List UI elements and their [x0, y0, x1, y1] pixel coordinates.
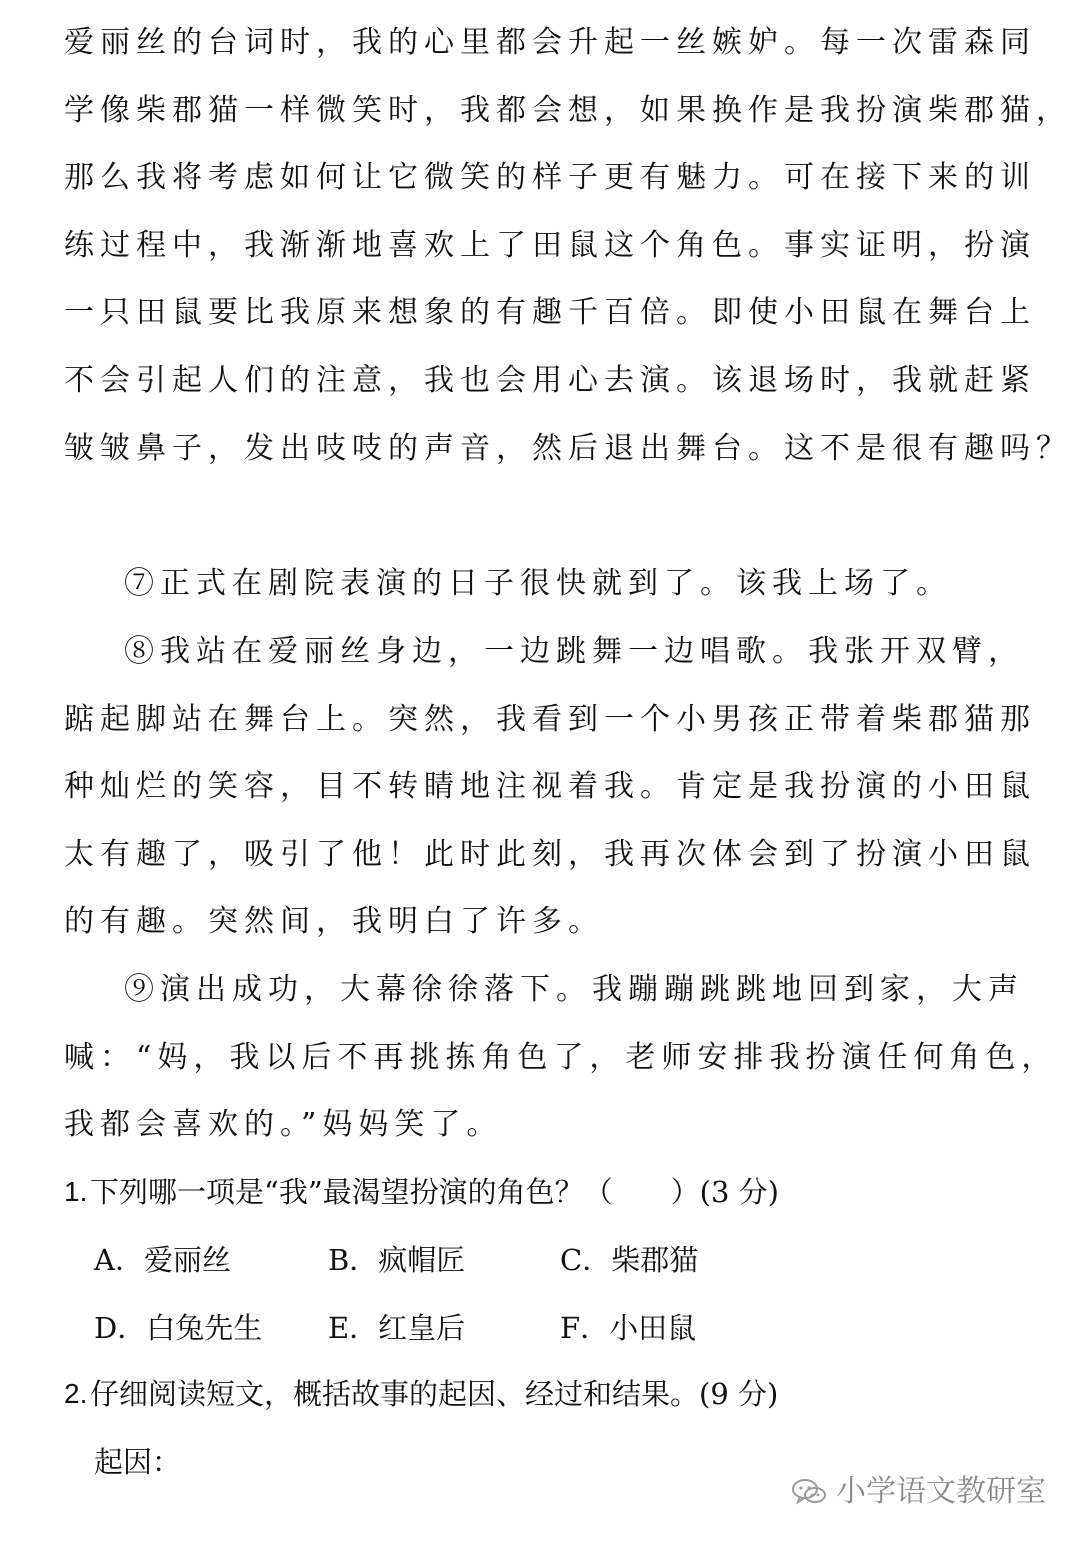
wechat-icon	[790, 1477, 828, 1507]
passage-line: 爱丽丝的台词时，我的心里都会升起一丝嫉妒。每一次雷森同	[64, 25, 1036, 60]
question-number: 1.	[64, 1176, 88, 1207]
passage-line: 种灿烂的笑容，目不转睛地注视着我。肯定是我扮演的小田鼠	[64, 769, 1036, 804]
passage-line: 不会引起人们的注意，我也会用心去演。该退场时，我就赶紧	[64, 363, 1036, 398]
passage-line: 练过程中，我渐渐地喜欢上了田鼠这个角色。事实证明，扮演	[64, 228, 1036, 263]
passage-line: 那么我将考虑如何让它微笑的样子更有魅力。可在接下来的训	[64, 160, 1036, 195]
passage-line: 学像柴郡猫一样微笑时，我都会想，如果换作是我扮演柴郡猫，	[64, 93, 1072, 128]
passage-line: 一只田鼠要比我原来想象的有趣千百倍。即使小田鼠在舞台上	[64, 295, 1036, 330]
watermark	[790, 1472, 1046, 1512]
passage-line: 的有趣。突然间，我明白了许多。	[64, 904, 604, 939]
passage-paragraph-9: ⑨演出成功，大幕徐徐落下。我蹦蹦跳跳地回到家，大声	[124, 972, 1024, 1007]
passage-line: 皱皱鼻子，发出吱吱的声音，然后退出舞台。这不是很有趣吗？	[64, 431, 1072, 466]
passage-line: 踮起脚站在舞台上。突然，我看到一个小男孩正带着柴郡猫那	[64, 702, 1036, 737]
answer-option[interactable]: E．红皇后	[328, 1311, 466, 1345]
question-text: 下列哪一项是“我”最渴望扮演的角色？（ ）(3 分)	[90, 1175, 779, 1209]
passage-paragraph-8: ⑧我站在爱丽丝身边，一边跳舞一边唱歌。我张开双臂，	[124, 634, 1024, 669]
answer-option[interactable]: C．柴郡猫	[560, 1243, 699, 1277]
question-text: 仔细阅读短文，概括故事的起因、经过和结果。(9 分)	[90, 1377, 779, 1411]
answer-option[interactable]: F．小田鼠	[560, 1311, 697, 1345]
answer-option[interactable]: B．疯帽匠	[328, 1243, 466, 1277]
watermark-text: 小学语文教研室	[836, 1475, 1046, 1508]
passage-line: 太有趣了，吸引了他！此时此刻，我再次体会到了扮演小田鼠	[64, 837, 1036, 872]
answer-option[interactable]: D．白兔先生	[94, 1311, 263, 1345]
cause-label: 起因：	[94, 1445, 182, 1479]
question-number: 2.	[64, 1378, 88, 1409]
passage-line: 我都会喜欢的。”妈妈笑了。	[64, 1107, 503, 1142]
passage-line: 喊：“妈，我以后不再挑拣角色了，老师安排我扮演任何角色，	[64, 1040, 1058, 1075]
answer-option[interactable]: A．爱丽丝	[94, 1243, 231, 1277]
passage-paragraph-7: ⑦正式在剧院表演的日子很快就到了。该我上场了。	[124, 566, 952, 601]
